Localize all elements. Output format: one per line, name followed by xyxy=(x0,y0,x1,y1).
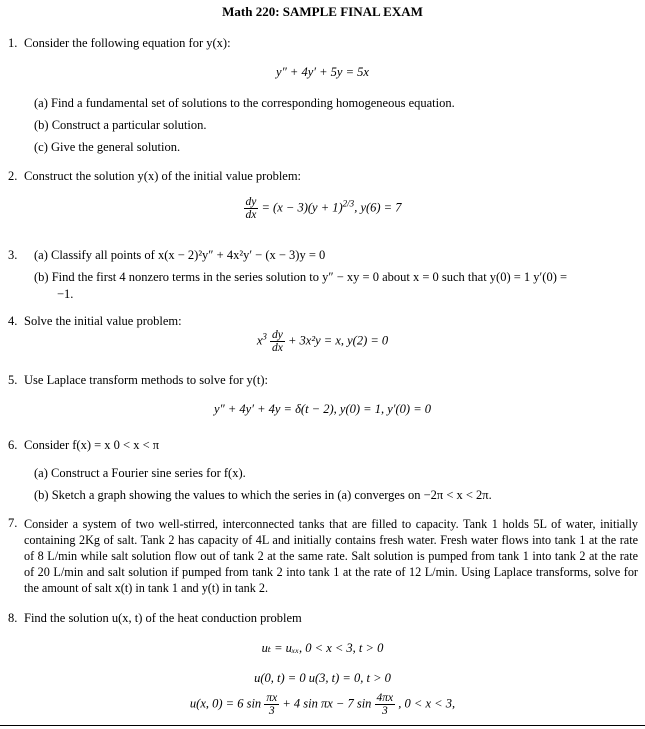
page-title: Math 220: SAMPLE FINAL EXAM xyxy=(222,4,423,19)
q8-number: 8. xyxy=(8,611,18,625)
q8-ic-middle: + 4 sin πx − 7 sin xyxy=(282,696,372,711)
q6-part-a: (a) Construct a Fourier sine series for f(x). xyxy=(34,466,246,480)
q8-f1-numerator: πx xyxy=(266,692,278,704)
q3-part-a: (a) Classify all points of x(x − 2)²y″ + 4x²y′ − (x − 3)y = 0 xyxy=(34,248,326,262)
q5-text: Use Laplace transform methods to solve for y(t): xyxy=(24,373,269,387)
q1-number: 1. xyxy=(8,36,18,50)
q3-part-b-line1: (b) Find the first 4 nonzero terms in the series solution to y″ − xy = 0 about x = 0 such that y(0) = 1 y′(0) = xyxy=(34,270,568,284)
q2-equation xyxy=(0,196,645,221)
q2-frac-denominator: dx xyxy=(245,209,257,222)
q8-f2-denominator: 3 xyxy=(381,705,388,718)
q1-part-c: (c) Give the general solution. xyxy=(34,140,181,154)
q2-number: 2. xyxy=(8,169,18,183)
q8-ic-suffix: , 0 < x < 3, xyxy=(398,696,456,711)
q4-frac-numerator: dy xyxy=(272,329,283,341)
q1-text: Consider the following equation for y(x): xyxy=(24,36,231,50)
q4-derivative-fraction xyxy=(270,329,285,354)
q3-number: 3. xyxy=(8,248,18,262)
q5-number: 5. xyxy=(8,373,18,387)
q4-lhs-exponent: 3 xyxy=(262,331,267,342)
q1-part-a: (a) Find a fundamental set of solutions to the corresponding homogeneous equation. xyxy=(34,96,455,110)
q4-text: Solve the initial value problem: xyxy=(24,314,182,328)
q1-part-b: (b) Construct a particular solution. xyxy=(34,118,207,132)
q8-fraction-1 xyxy=(264,692,279,717)
q2-text: Construct the solution y(x) of the initial value problem: xyxy=(24,169,302,183)
q8-boundary-conditions: u(0, t) = 0 u(3, t) = 0, t > 0 xyxy=(254,671,391,685)
q2-exponent: 2/3 xyxy=(342,198,355,209)
q8-f1-denominator: 3 xyxy=(268,705,275,718)
q4-rhs: + 3x²y = x, y(2) = 0 xyxy=(287,333,389,348)
q4-frac-denominator: dx xyxy=(272,342,283,355)
q8-text: Find the solution u(x, t) of the heat conduction problem xyxy=(24,611,302,625)
q2-rhs: = (x − 3)(y + 1) xyxy=(261,200,343,215)
q5-equation: y″ + 4y′ + 4y = δ(t − 2), y(0) = 1, y′(0) = 0 xyxy=(213,402,432,416)
q7-text: Consider a system of two well-stirred, interconnected tanks that are filled to capacity. Tank 1 holds 5L of water, initially containing 2Kg of salt. Tank 2 has capacity of 4L and initially contains fresh water. Fresh water flows into tank 1 at the rate of 8 L/min while salt solution flow out of tank 2 at the same rate. Salt solution is pumped from tank 1 into tank 2 at the rate of 20 L/min and salt solution if pumped from tank 2 into tank 1 at the rate of 12 L/min. Using Laplace transforms, solve for the amount of salt x(t) in tank 1 and y(t) in tank 2. xyxy=(24,517,638,595)
q4-equation xyxy=(0,329,645,354)
q4-lhs-x: x xyxy=(256,333,263,348)
q8-heat-equation: uₜ = uₓₓ, 0 < x < 3, t > 0 xyxy=(261,641,384,655)
q4-number: 4. xyxy=(8,314,18,328)
q2-frac-numerator: dy xyxy=(245,196,257,208)
q1-equation: y″ + 4y′ + 5y = 5x xyxy=(276,65,369,79)
q6-part-b: (b) Sketch a graph showing the values to which the series in (a) converges on −2π < x < 2π. xyxy=(34,488,492,502)
q8-fraction-2 xyxy=(375,692,396,717)
q7-number: 7. xyxy=(8,516,18,530)
q6-number: 6. xyxy=(8,438,18,452)
q8-f2-numerator: 4πx xyxy=(376,692,394,704)
q3-part-b-line2: −1. xyxy=(57,287,74,301)
q8-ic-prefix: u(x, 0) = 6 sin xyxy=(189,696,262,711)
q8-initial-condition xyxy=(0,692,645,717)
q6-text: Consider f(x) = x 0 < x < π xyxy=(24,438,160,452)
q2-initial-condition: , y(6) = 7 xyxy=(354,200,402,215)
q2-derivative-fraction xyxy=(244,196,259,221)
bottom-divider xyxy=(0,725,645,726)
